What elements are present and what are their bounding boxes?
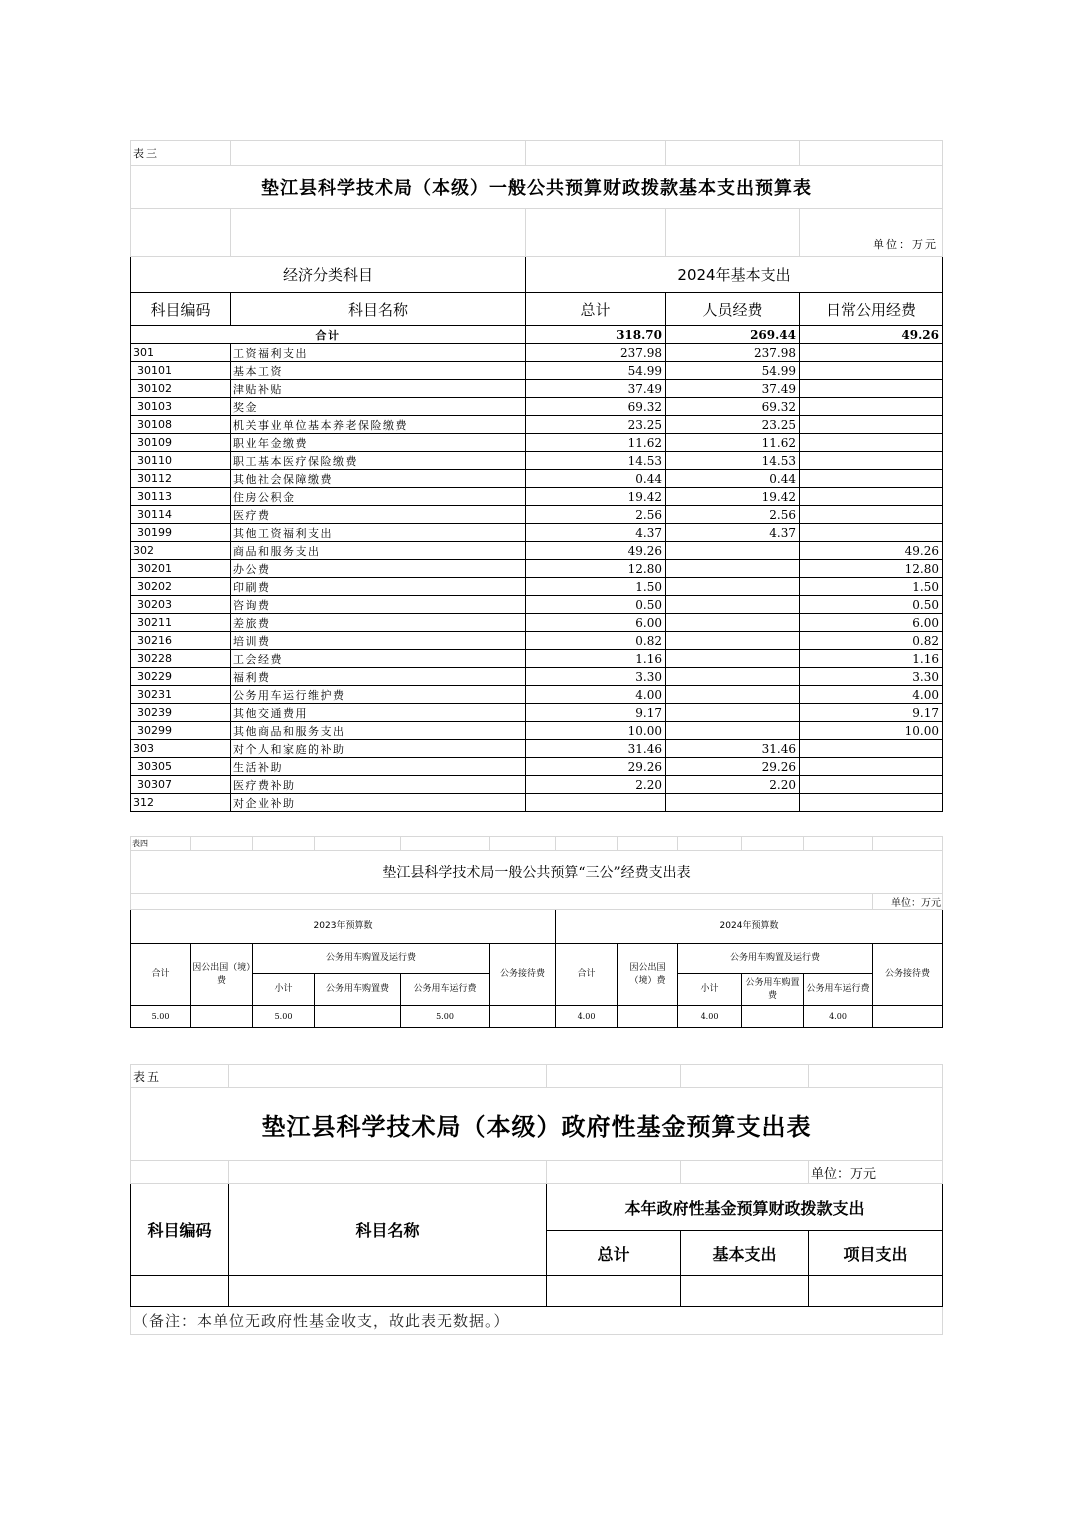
row-personnel: 0.44 [666,470,800,488]
row-code: 30228 [131,650,231,668]
purchase-2024-header: 公务用车购置费 [742,974,804,1006]
abroad-2023-value [191,1006,253,1028]
row-public [800,362,943,380]
row-personnel: 69.32 [666,398,800,416]
abroad-2024-value [618,1006,678,1028]
row-public: 9.17 [800,704,943,722]
row-name: 医疗费 [231,506,526,524]
abroad-2023-header: 因公出国（境）费 [191,944,253,1006]
table4-unit: 单位：万元 [873,894,943,910]
row-personnel: 2.20 [666,776,800,794]
row-total: 29.26 [526,758,666,776]
row-public [800,416,943,434]
three-public-expenses-table [130,836,943,1028]
fund-empty-row [131,1276,943,1307]
row-personnel [666,596,800,614]
row-personnel: 54.99 [666,362,800,380]
row-total: 3.30 [526,668,666,686]
purchase-2023-header: 公务用车购置费 [315,974,401,1006]
row-name: 职工基本医疗保险缴费 [231,452,526,470]
running-2024-value: 4.00 [804,1006,873,1028]
row-code: 30114 [131,506,231,524]
col-public-header: 日常公用经费 [800,293,943,326]
row-personnel [666,668,800,686]
row-name: 其他交通费用 [231,704,526,722]
table3-unit: 单位：万元 [800,209,943,257]
row-code: 30229 [131,668,231,686]
fund-expenditure-header: 本年政府性基金预算财政拨款支出 [547,1184,943,1231]
row-code: 30112 [131,470,231,488]
reception-2023-value [490,1006,556,1028]
row-name: 福利费 [231,668,526,686]
row-public [800,434,943,452]
row-total: 1.16 [526,650,666,668]
row-code: 30202 [131,578,231,596]
row-personnel: 23.25 [666,416,800,434]
table-row [131,686,943,704]
row-code: 302 [131,542,231,560]
row-personnel [666,794,800,812]
row-public [800,506,943,524]
row-personnel: 237.98 [666,344,800,362]
row-name: 职业年金缴费 [231,434,526,452]
table-row [131,344,943,362]
row-total: 14.53 [526,452,666,470]
row-personnel: 19.42 [666,488,800,506]
subtotal-2023-header: 小计 [253,974,315,1006]
table-row [131,362,943,380]
row-code: 30307 [131,776,231,794]
row-public [800,452,943,470]
row-public [800,488,943,506]
row-total: 19.42 [526,488,666,506]
row-total: 54.99 [526,362,666,380]
fund-col-code-header: 科目编码 [131,1184,229,1276]
table-row [131,632,943,650]
row-name: 对企业补助 [231,794,526,812]
total-value: 318.70 [526,326,666,344]
row-public: 12.80 [800,560,943,578]
table-row [131,740,943,758]
total-personnel: 269.44 [666,326,800,344]
abroad-2024-header: 因公出国（境）费 [618,944,678,1006]
table3-title: 垫江县科学技术局（本级）一般公共预算财政拨款基本支出预算表 [131,166,943,209]
total-2023-header: 合计 [131,944,191,1006]
row-name: 生活补助 [231,758,526,776]
row-public [800,398,943,416]
row-name: 办公费 [231,560,526,578]
table-row [131,794,943,812]
row-personnel [666,686,800,704]
vehicle-2024-header: 公务用车购置及运行费 [678,944,873,974]
row-code: 30305 [131,758,231,776]
table-row [131,614,943,632]
row-code: 30239 [131,704,231,722]
basic-expenditure-2024-header: 2024年基本支出 [526,257,943,293]
fund-col-name-header: 科目名称 [229,1184,547,1276]
row-public [800,794,943,812]
row-name: 奖金 [231,398,526,416]
row-public: 1.16 [800,650,943,668]
table-row [131,416,943,434]
table5-unit: 单位：万元 [809,1161,943,1184]
row-name: 工会经费 [231,650,526,668]
row-total: 69.32 [526,398,666,416]
reception-2024-value [873,1006,943,1028]
row-code: 30199 [131,524,231,542]
row-total: 31.46 [526,740,666,758]
row-public: 4.00 [800,686,943,704]
subtotal-2024-value: 4.00 [678,1006,742,1028]
three-public-values-row [131,1006,943,1028]
table-row [131,470,943,488]
row-code: 30102 [131,380,231,398]
row-personnel [666,722,800,740]
row-public: 1.50 [800,578,943,596]
row-public [800,524,943,542]
row-public: 3.30 [800,668,943,686]
budget-2024-header: 2024年预算数 [556,910,943,944]
row-personnel: 29.26 [666,758,800,776]
reception-2024-header: 公务接待费 [873,944,943,1006]
row-total: 237.98 [526,344,666,362]
row-code: 30203 [131,596,231,614]
row-code: 30103 [131,398,231,416]
row-public [800,380,943,398]
row-public [800,344,943,362]
total-label: 合计 [131,326,526,344]
row-public: 0.50 [800,596,943,614]
row-code: 30299 [131,722,231,740]
running-2023-value: 5.00 [401,1006,490,1028]
row-personnel [666,560,800,578]
total-2023-value: 5.00 [131,1006,191,1028]
row-total: 6.00 [526,614,666,632]
row-total: 2.56 [526,506,666,524]
budget-2023-header: 2023年预算数 [131,910,556,944]
row-total: 9.17 [526,704,666,722]
total-row [131,326,943,344]
table5-title: 垫江县科学技术局（本级）政府性基金预算支出表 [131,1088,943,1161]
row-total: 49.26 [526,542,666,560]
row-code: 30101 [131,362,231,380]
row-name: 津贴补贴 [231,380,526,398]
table-row [131,776,943,794]
purchase-2024-value [742,1006,804,1028]
row-name: 印刷费 [231,578,526,596]
table-row [131,650,943,668]
row-total: 0.50 [526,596,666,614]
government-fund-table [130,1064,943,1335]
row-total: 4.00 [526,686,666,704]
row-total: 2.20 [526,776,666,794]
total-2024-header: 合计 [556,944,618,1006]
row-total [526,794,666,812]
running-2024-header: 公务用车运行费 [804,974,873,1006]
table4-tag: 表四 [131,837,191,851]
col-code-header: 科目编码 [131,293,231,326]
table-row [131,452,943,470]
purchase-2023-value [315,1006,401,1028]
row-personnel [666,650,800,668]
fund-col-total-header: 总计 [547,1231,681,1276]
row-code: 30109 [131,434,231,452]
table-row [131,578,943,596]
economic-classification-header: 经济分类科目 [131,257,526,293]
table-row [131,704,943,722]
table-row [131,596,943,614]
row-public [800,758,943,776]
table-row [131,722,943,740]
row-total: 1.50 [526,578,666,596]
row-personnel [666,614,800,632]
table-row [131,668,943,686]
row-name: 商品和服务支出 [231,542,526,560]
row-name: 公务用车运行维护费 [231,686,526,704]
row-total: 11.62 [526,434,666,452]
row-code: 312 [131,794,231,812]
total-2024-value: 4.00 [556,1006,618,1028]
reception-2023-header: 公务接待费 [490,944,556,1006]
table-row [131,560,943,578]
row-public [800,470,943,488]
row-total: 37.49 [526,380,666,398]
fund-col-basic-header: 基本支出 [681,1231,809,1276]
table-row [131,380,943,398]
row-public: 49.26 [800,542,943,560]
row-personnel [666,578,800,596]
table-row [131,488,943,506]
row-total: 10.00 [526,722,666,740]
row-personnel: 11.62 [666,434,800,452]
row-personnel: 37.49 [666,380,800,398]
row-name: 其他社会保障缴费 [231,470,526,488]
row-code: 30108 [131,416,231,434]
row-personnel [666,542,800,560]
fund-col-project-header: 项目支出 [809,1231,943,1276]
row-name: 机关事业单位基本养老保险缴费 [231,416,526,434]
row-personnel: 4.37 [666,524,800,542]
row-personnel: 14.53 [666,452,800,470]
table-row [131,524,943,542]
table5-tag: 表五 [131,1065,229,1088]
subtotal-2023-value: 5.00 [253,1006,315,1028]
row-code: 301 [131,344,231,362]
row-name: 工资福利支出 [231,344,526,362]
row-personnel [666,632,800,650]
table3-tag: 表三 [131,141,231,166]
subtotal-2024-header: 小计 [678,974,742,1006]
total-public: 49.26 [800,326,943,344]
row-public: 10.00 [800,722,943,740]
row-name: 差旅费 [231,614,526,632]
row-public [800,740,943,758]
row-name: 培训费 [231,632,526,650]
row-name: 其他工资福利支出 [231,524,526,542]
row-public: 0.82 [800,632,943,650]
table-row [131,434,943,452]
row-code: 30231 [131,686,231,704]
vehicle-2023-header: 公务用车购置及运行费 [253,944,490,974]
row-name: 住房公积金 [231,488,526,506]
row-code: 30110 [131,452,231,470]
table-row [131,398,943,416]
row-code: 30113 [131,488,231,506]
row-public: 6.00 [800,614,943,632]
row-personnel: 31.46 [666,740,800,758]
row-name: 医疗费补助 [231,776,526,794]
row-total: 0.44 [526,470,666,488]
row-code: 30211 [131,614,231,632]
row-personnel [666,704,800,722]
table-row [131,542,943,560]
row-total: 12.80 [526,560,666,578]
row-total: 4.37 [526,524,666,542]
basic-expenditure-table [130,140,943,812]
row-name: 咨询费 [231,596,526,614]
table-row [131,758,943,776]
col-total-header: 总计 [526,293,666,326]
row-total: 0.82 [526,632,666,650]
row-code: 303 [131,740,231,758]
running-2023-header: 公务用车运行费 [401,974,490,1006]
table4-title: 垫江县科学技术局一般公共预算“三公”经费支出表 [131,851,943,894]
row-total: 23.25 [526,416,666,434]
col-personnel-header: 人员经费 [666,293,800,326]
row-code: 30201 [131,560,231,578]
row-code: 30216 [131,632,231,650]
row-personnel: 2.56 [666,506,800,524]
row-name: 对个人和家庭的补助 [231,740,526,758]
table-row [131,506,943,524]
row-name: 其他商品和服务支出 [231,722,526,740]
table5-note: （备注：本单位无政府性基金收支，故此表无数据。） [131,1307,943,1335]
row-name: 基本工资 [231,362,526,380]
row-public [800,776,943,794]
col-name-header: 科目名称 [231,293,526,326]
